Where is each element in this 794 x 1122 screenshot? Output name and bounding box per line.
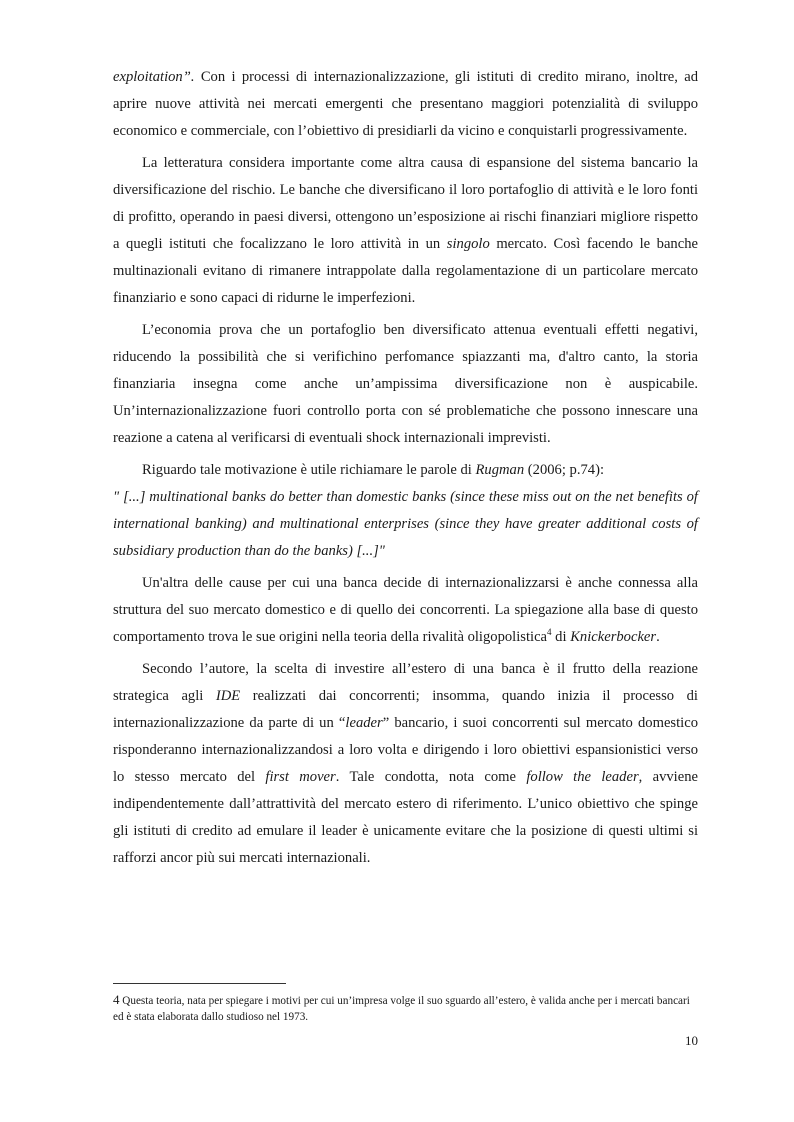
italic-term: Rugman [475,462,525,478]
text-run: La letteratura considera importante come altra causa di espansione del sistema bancario la diversificazione del rischio. Le banche che diversificano il loro portafoglio di attività e le loro fonti di profitto, operando in paesi diversi, ottengono un’esposizione ai rischi finanziari migliore rispetto a quegli istituti che focalizzano le loro attività in un [113,155,698,252]
italic-term: Knickerbocker [570,629,657,645]
text-run: mercato. Così facendo le banche multinazionali evitano di rimanere intrappolate dalla regolamentazione di un particolare mercato finanziario e sono capaci di ridurne le imperfezioni. [113,236,698,306]
footnote-ref[interactable]: 4 [547,627,552,638]
italic-term: IDE [215,688,241,704]
italic-term: leader [345,715,383,731]
page-body [113,64,698,877]
paragraph-4 [113,457,698,484]
footnote-text: Questa teoria, nata per spiegare i motivi per cui un’impresa volge il suo sguardo all’estero, è valida anche per i mercati bancari ed è stata elaborata dallo studioso nel 1973. [113,995,690,1023]
paragraph-6 [113,656,698,872]
paragraph-3 [113,317,698,452]
italic-term: first mover [265,769,336,785]
text-run: (2006; p.74): [524,462,605,478]
text-run: ” bancario, i suoi concorrenti sul mercato domestico risponderanno internazionalizzandosi a loro volta e dirigendo i loro obiettivi espansionistici verso lo stesso mercato del [113,715,698,785]
text-run: . [656,629,660,645]
page-number: 10 [685,1033,698,1048]
footnote-divider [113,983,286,984]
paragraph-5 [113,570,698,651]
italic-term: follow the leader [526,769,639,785]
text-run: Secondo l’autore, la scelta di investire all’estero di una banca è il frutto della reazione strategica agli [113,661,698,704]
text-run: , avviene indipendentemente dall’attrattività del mercato estero di riferimento. L’unico obiettivo che spinge gli istituti di credito ad emulare il leader è unicamente evitare che la posizione di questi ultimi si rafforzi ancor più sui mercati internazionali. [113,769,698,866]
block-quote: " [...] multinational banks do better than domestic banks (since these miss out on the net benefits of international banking) and multinational enterprises (since they have greater additional costs of subsidiary production than do the banks) [...]" [113,489,698,559]
italic-term: singolo [446,236,490,252]
paragraph-1 [113,64,698,145]
italic-term: exploitation”. [113,69,195,85]
text-run: di [551,629,571,645]
text-run: Riguardo tale motivazione è utile richiamare le parole di [142,462,476,478]
text-run: realizzati dai concorrenti; insomma, quando inizia il processo di internazionalizzazione da parte di un “ [113,688,698,731]
text-run: Con i processi di internazionalizzazione, gli istituti di credito mirano, inoltre, ad aprire nuove attività nei mercati emergenti che presentano maggiori potenzialità di sviluppo economico e commerciale, con l’obiettivo di presidiarli da vicino e conquistarli progressivamente. [113,69,698,139]
text-run: . Tale condotta, nota come [335,769,527,785]
footnote [113,993,698,1025]
text-run: L’economia prova che un portafoglio ben diversificato attenua eventuali effetti negativi, riducendo la possibilità che si verifichino perfomance spiazzanti ma, d'altro canto, la storia finanziaria insegna come anche un’ampissima diversificazione non è auspicabile. Un’internazionalizzazione fuori controllo porta con sé problematiche che possono innescare una reazione a catena al verificarsi di eventuali shock internazionali imprevisti. [113,322,698,446]
text-run: Un'altra delle cause per cui una banca decide di internazionalizzarsi è anche connessa alla struttura del suo mercato domestico e di quello dei concorrenti. La spiegazione alla base di questo comportamento trova le sue origini nella teoria della rivalità oligopolistica [113,575,698,645]
footnote-number: 4 [113,992,120,1007]
paragraph-2 [113,150,698,312]
